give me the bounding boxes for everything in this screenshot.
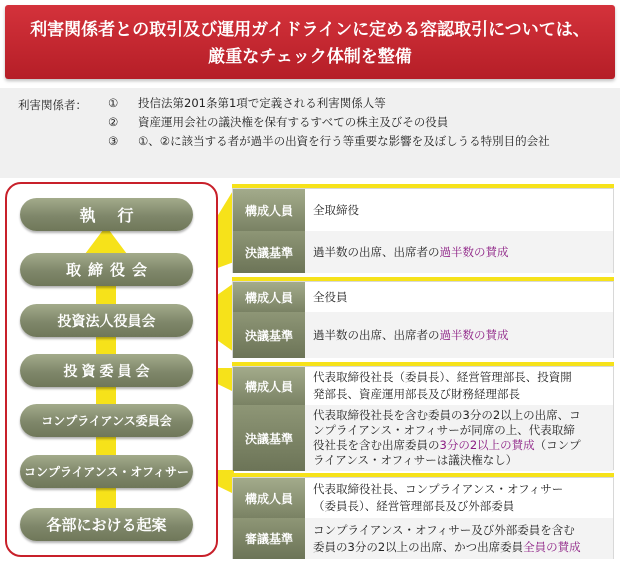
flow-step-compliance-committee: コンプライアンス委員会 bbox=[20, 404, 193, 437]
rule-label: 決議基準 bbox=[233, 405, 305, 471]
members-value bbox=[305, 367, 613, 405]
corp-rule-row bbox=[233, 312, 613, 358]
flow-step-investment-corp-board: 投資法人役員会 bbox=[20, 304, 193, 337]
flow-step-compliance-officer: コンプライアンス・オフィサー bbox=[20, 455, 193, 488]
compliance-rule-row bbox=[233, 405, 613, 471]
board-panel bbox=[232, 188, 614, 273]
members-value: 全取締役 bbox=[313, 202, 359, 217]
rule-highlight: 3分の2以上の賛成 bbox=[439, 438, 535, 452]
rule-label: 審議基準 bbox=[233, 518, 305, 559]
banner-title-line-2: 厳重なチェック体制を整備 bbox=[208, 47, 412, 67]
rule-value bbox=[305, 405, 613, 471]
board-rule-row bbox=[233, 231, 613, 273]
definition-number: ③ bbox=[108, 134, 119, 148]
rule-label: 決議基準 bbox=[233, 312, 305, 358]
rule-highlight: 過半数の賛成 bbox=[439, 327, 509, 342]
members-value: 全役員 bbox=[313, 289, 348, 304]
definition-text: 投信法第201条第1項で定義される利害関係人等 bbox=[138, 96, 386, 110]
rule-line bbox=[313, 539, 581, 556]
flow-step-execution: 執行 bbox=[20, 198, 193, 231]
rule-line bbox=[313, 438, 581, 453]
rule-line: ライアンス・オフィサーは議決権なし） bbox=[313, 453, 518, 467]
rule-label: 決議基準 bbox=[233, 231, 305, 273]
definition-text: ①、②に該当する者が過半の出資を行う等重要な影響を及ぼしうる特別目的会社 bbox=[138, 134, 550, 148]
members-label: 構成人員 bbox=[233, 282, 305, 312]
members-label: 構成人員 bbox=[233, 478, 305, 518]
corp-members-row bbox=[233, 282, 613, 312]
rule-value bbox=[305, 518, 613, 559]
members-line: 代表取締役社長、コンプライアンス・オフィサー bbox=[313, 482, 564, 496]
members-label: 構成人員 bbox=[233, 189, 305, 231]
corp-board-panel bbox=[232, 281, 614, 358]
members-line: 代表取締役社長（委員長）、経営管理部長、投資開 bbox=[313, 370, 572, 384]
rule-line: 代表取締役社長を含む委員の3分の2以上の出席、コ bbox=[313, 408, 581, 422]
rule-value bbox=[305, 231, 613, 273]
members-value bbox=[305, 478, 613, 518]
rule-text: 委員の3分の2以上の出席、かつ出席委員 bbox=[313, 539, 524, 554]
rule-highlight: 過半数の賛成 bbox=[439, 244, 509, 259]
rule-text: （コンプ bbox=[534, 438, 581, 452]
invest-members-row bbox=[233, 367, 613, 405]
rule-line: コンプライアンス・オフィサー及び外部委員を含む bbox=[313, 522, 575, 537]
members-label: 構成人員 bbox=[233, 367, 305, 405]
compliance-officer-panel bbox=[232, 477, 614, 559]
definitions-label: 利害関係者： bbox=[18, 98, 87, 112]
investment-committee-panel bbox=[232, 366, 614, 470]
rule-text: 過半数の出席、出席者の bbox=[313, 327, 440, 342]
flow-step-department-proposal: 各部における起案 bbox=[20, 508, 193, 541]
officer-rule-row bbox=[233, 518, 613, 559]
rule-highlight: 全員の賛成 bbox=[523, 539, 581, 554]
members-line: 発部長、資産運用部長及び財務経理部長 bbox=[313, 387, 520, 401]
flow-step-board-of-directors: 取締役会 bbox=[20, 253, 193, 286]
board-members-row bbox=[233, 189, 613, 231]
flow-step-investment-committee: 投資委員会 bbox=[20, 354, 193, 387]
definition-number: ② bbox=[108, 115, 119, 129]
rule-value bbox=[305, 312, 613, 358]
definition-number: ① bbox=[108, 96, 119, 110]
banner-title-line-1: 利害関係者との取引及び運用ガイドラインに定める容認取引については、 bbox=[30, 20, 590, 40]
rule-line: ンプライアンス・オフィサーが同席の上、代表取締 bbox=[313, 423, 575, 437]
officer-members-row bbox=[233, 478, 613, 518]
rule-text: 過半数の出席、出席者の bbox=[313, 244, 440, 259]
members-line: （委員長）、経営管理部長及び外部委員 bbox=[313, 499, 515, 513]
definition-text: 資産運用会社の議決権を保有するすべての株主及びその役員 bbox=[138, 115, 449, 129]
rule-text: 役社長を含む出席委員の bbox=[313, 438, 440, 452]
